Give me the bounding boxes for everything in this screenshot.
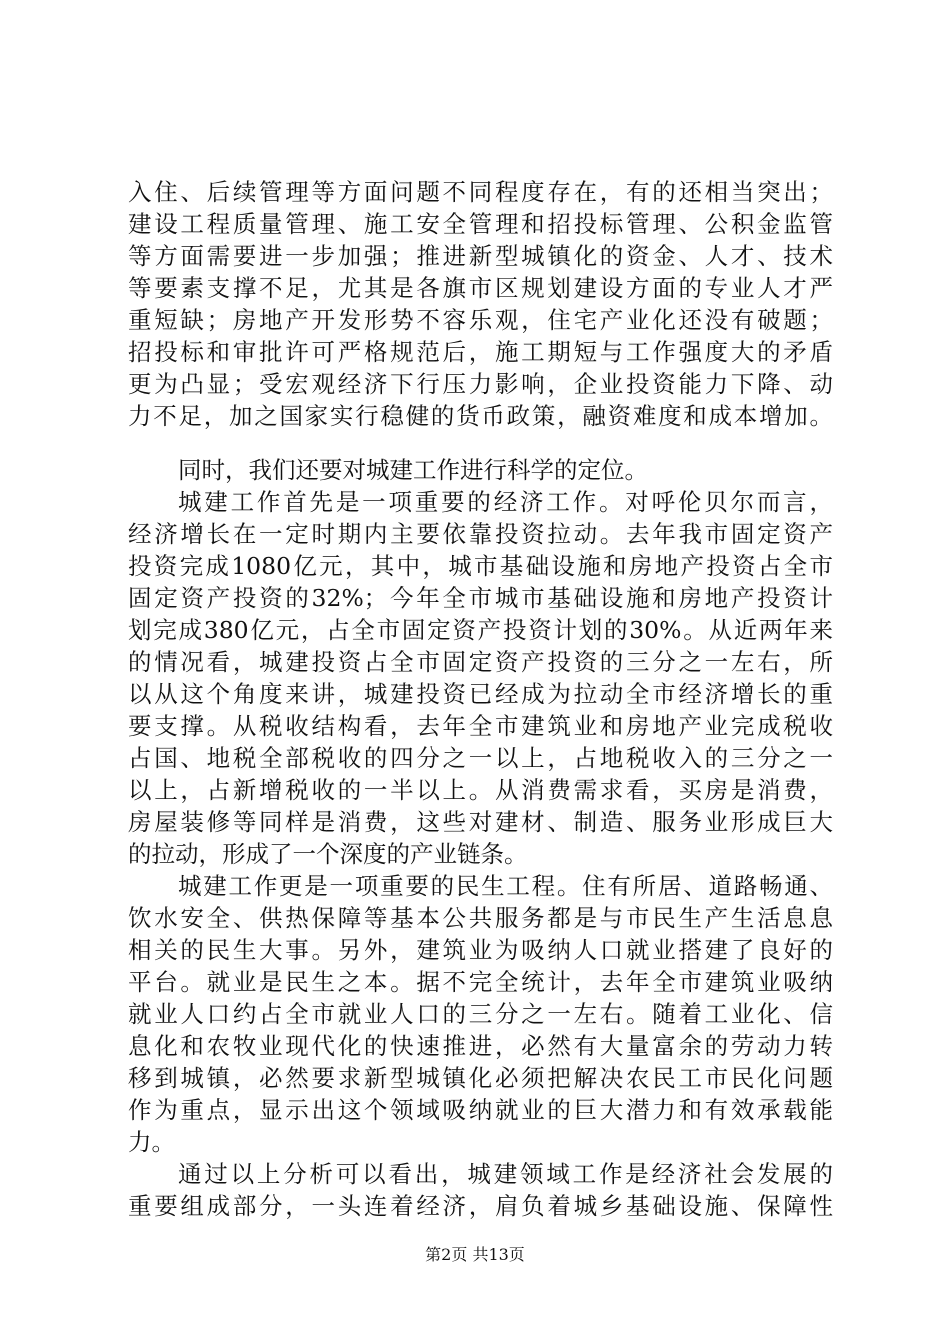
text-line: 以从这个角度来讲，城建投资已经成为拉动全市经济增长的重 bbox=[128, 680, 833, 708]
text-line: 饮水安全、供热保障等基本公共服务都是与市民生产生活息息 bbox=[128, 904, 833, 932]
text-line: 平台。就业是民生之本。据不完全统计，去年全市建筑业吸纳 bbox=[128, 968, 833, 996]
text-line: 的情况看，城建投资占全市固定资产投资的三分之一左右，所 bbox=[128, 648, 833, 676]
text-line: 房屋装修等同样是消费，这些对建材、制造、服务业形成巨大 bbox=[128, 808, 833, 836]
text-line: 同时，我们还要对城建工作进行科学的定位。 bbox=[178, 456, 648, 484]
text-line: 重短缺；房地产开发形势不容乐观，住宅产业化还没有破题； bbox=[128, 306, 833, 334]
text-line: 以上，占新增税收的一半以上。从消费需求看，买房是消费， bbox=[128, 776, 833, 804]
text-line: 入住、后续管理等方面问题不同程度存在，有的还相当突出； bbox=[128, 178, 833, 206]
paragraph-gap bbox=[128, 432, 833, 454]
text-line: 城建工作首先是一项重要的经济工作。对呼伦贝尔而言， bbox=[178, 488, 833, 516]
text-line: 移到城镇，必然要求新型城镇化必须把解决农民工市民化问题 bbox=[128, 1064, 833, 1092]
document-body bbox=[128, 176, 833, 1222]
page-number-footer: 第2页 共13页 bbox=[425, 1245, 525, 1264]
text-line: 经济增长在一定时期内主要依靠投资拉动。去年我市固定资产 bbox=[128, 520, 833, 548]
text-line: 占国、地税全部税收的四分之一以上，占地税收入的三分之一 bbox=[128, 744, 833, 772]
text-line: 的拉动，形成了一个深度的产业链条。 bbox=[128, 840, 528, 868]
text-line: 更为凸显；受宏观经济下行压力影响，企业投资能力下降、动 bbox=[128, 370, 833, 398]
text-line: 要支撑。从税收结构看，去年全市建筑业和房地产业完成税收 bbox=[128, 712, 833, 740]
text-line: 投资完成1080亿元，其中，城市基础设施和房地产投资占全市 bbox=[128, 552, 833, 580]
text-line: 就业人口约占全市就业人口的三分之一左右。随着工业化、信 bbox=[128, 1000, 833, 1028]
text-line: 固定资产投资的32%；今年全市城市基础设施和房地产投资计 bbox=[128, 584, 833, 612]
text-line: 招投标和审批许可严格规范后，施工期短与工作强度大的矛盾 bbox=[128, 338, 833, 366]
text-line: 等要素支撑不足，尤其是各旗市区规划建设方面的专业人才严 bbox=[128, 274, 833, 302]
text-line: 建设工程质量管理、施工安全管理和招投标管理、公积金监管 bbox=[128, 210, 833, 238]
text-line: 力不足，加之国家实行稳健的货币政策，融资难度和成本增加。 bbox=[128, 402, 833, 430]
text-line: 相关的民生大事。另外，建筑业为吸纳人口就业搭建了良好的 bbox=[128, 936, 833, 964]
text-line: 力。 bbox=[128, 1128, 175, 1156]
text-line: 作为重点，显示出这个领域吸纳就业的巨大潜力和有效承载能 bbox=[128, 1096, 833, 1124]
text-line: 城建工作更是一项重要的民生工程。住有所居、道路畅通、 bbox=[178, 872, 833, 900]
text-line: 重要组成部分，一头连着经济，肩负着城乡基础设施、保障性 bbox=[128, 1192, 833, 1220]
text-line: 划完成380亿元，占全市固定资产投资计划的30%。从近两年来 bbox=[128, 616, 833, 644]
text-line: 通过以上分析可以看出，城建领域工作是经济社会发展的 bbox=[178, 1160, 833, 1188]
text-line: 等方面需要进一步加强；推进新型城镇化的资金、人才、技术 bbox=[128, 242, 833, 270]
text-line: 息化和农牧业现代化的快速推进，必然有大量富余的劳动力转 bbox=[128, 1032, 833, 1060]
